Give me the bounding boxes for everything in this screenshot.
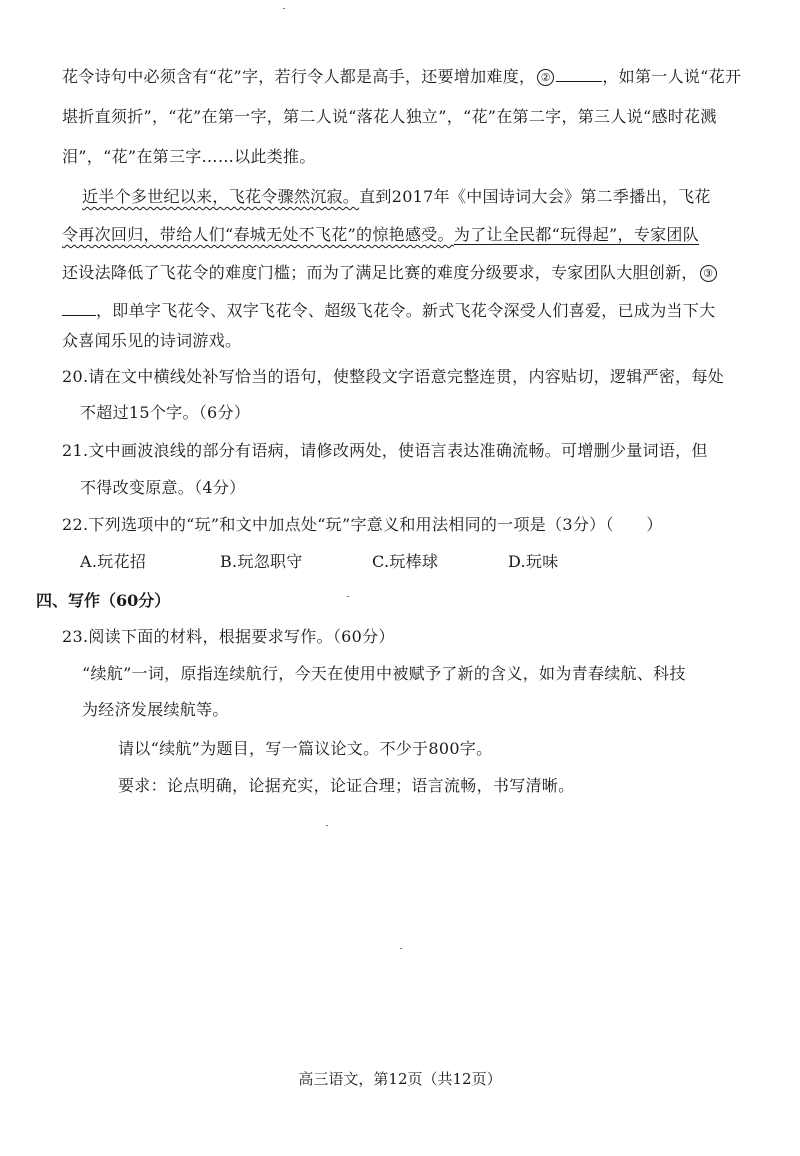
writing-task: 请以“续航”为题目，写一篇议论文。不少于800字。	[118, 739, 493, 758]
writing-requirements: 要求：论点明确，论据充实，论证合理；语言流畅，书写清晰。	[118, 776, 575, 795]
passage-text: 还设法降低了飞花令的难度门槛；而为了满足比赛的难度分级要求，专家团队大胆创新，	[62, 263, 698, 282]
answer-blank-2[interactable]	[556, 67, 602, 82]
option-c[interactable]: C.玩棒球	[372, 552, 439, 571]
passage-line	[62, 300, 715, 322]
wavy-underlined-text: 令再次回归，带给人们“春城无处不飞花”的惊艳感受。	[62, 225, 454, 244]
question-21: 21.文中画波浪线的部分有语病，请修改两处，使语言表达准确流畅。可增删少量词语，但	[62, 441, 708, 460]
wavy-underlined-text: 近半个多世纪以来，飞花令骤然沉寂。	[82, 187, 360, 206]
question-20-cont: 不超过15个字。（6分）	[80, 403, 251, 422]
passage-text: 直到2017年《中国诗词大会》第二季播出，飞花	[359, 187, 711, 206]
option-a[interactable]: A.玩花招	[80, 552, 147, 571]
passage-text: 为了让全民都“玩得起”，专家团队	[453, 225, 700, 244]
question-22-options	[80, 551, 640, 573]
material-line: “续航”一词，原指连续航行，今天在使用中被赋予了新的含义，如为青春续航、科技	[82, 664, 686, 683]
scan-speck	[283, 8, 285, 9]
passage-line	[62, 66, 741, 88]
passage-line: 众喜闻乐见的诗词游戏。	[62, 331, 242, 350]
section-heading-writing: 四、写作（60分）	[36, 591, 171, 610]
option-d[interactable]: D.玩味	[508, 552, 559, 571]
passage-line	[62, 262, 719, 284]
passage-text: ，如第一人说“花开	[602, 67, 742, 86]
blank-marker-2: ②	[537, 69, 554, 86]
scan-speck	[347, 596, 349, 597]
option-b[interactable]: B.玩忽职守	[220, 552, 303, 571]
question-21-cont: 不得改变原意。（4分）	[80, 478, 246, 497]
passage-line: 堪折直须折”，“花”在第一字，第二人说“落花人独立”，“花”在第二字，第三人说“感时花溅	[62, 107, 717, 126]
passage-line: 泪”，“花”在第三字……以此类推。	[62, 147, 316, 166]
material-line: 为经济发展续航等。	[82, 700, 229, 719]
answer-blank-3[interactable]	[62, 301, 96, 316]
scan-speck	[400, 948, 402, 949]
question-22: 22.下列选项中的“玩”和文中加点处“玩”字意义和用法相同的一项是（3分）（ ）	[62, 515, 663, 534]
passage-line	[62, 224, 699, 246]
passage-text: 花令诗句中必须含有“花”字，若行令人都是高手，还要增加难度，	[62, 67, 536, 86]
scan-speck	[326, 825, 328, 826]
passage-line	[82, 186, 711, 208]
blank-marker-3: ③	[700, 265, 717, 282]
question-23: 23.阅读下面的材料，根据要求写作。（60分）	[62, 627, 395, 646]
passage-text: ，即单字飞花令、双字飞花令、超级飞花令。新式飞花令深受人们喜爱，已成为当下大	[96, 301, 716, 320]
question-20: 20.请在文中横线处补写恰当的语句，使整段文字语意完整连贯，内容贴切，逻辑严密，每处	[62, 367, 725, 386]
page-footer: 高三语文，第12页（共12页）	[298, 1070, 502, 1088]
